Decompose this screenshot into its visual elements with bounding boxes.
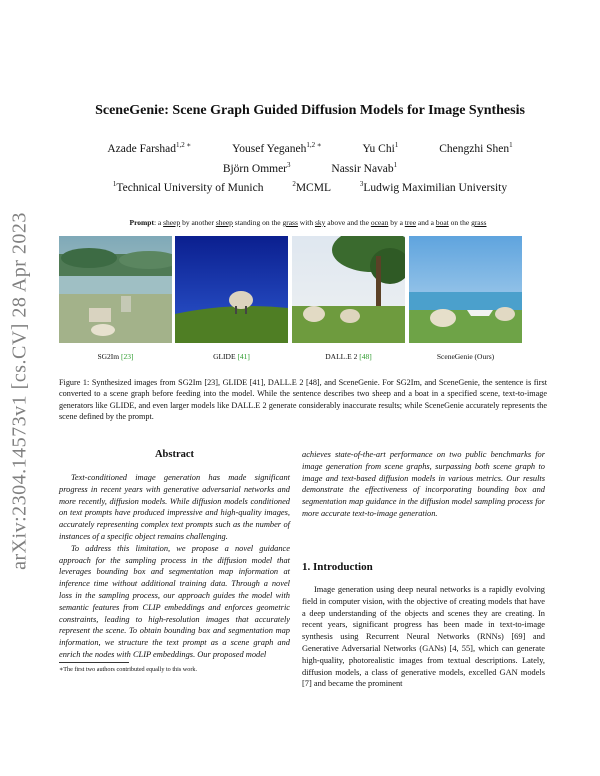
authors-line-2 [60,161,560,175]
figure-image-dalle2 [292,236,405,343]
prompt-fragment: standing on the [232,218,283,227]
affiliation: $^2$MCML [292,180,331,194]
figure-1-caption: Figure 1: Synthesized images from SG2Im [23], GLIDE [41], DALL.E 2 [48], and SceneGenie. For SG2Im, and SceneGenie, the sentence is first converted to a scene graph before feeding into the model. While the sentence describes two sheep and a boat in a specified scene, text-to-image generators like GLIDE, and even larger models like DALL.E 2 generate considerably inaccurate results; while SceneGenie accurately represents the scene defined by the prompt. [59,378,547,421]
author: Nassir Navab$^1$ [331,161,398,175]
figure-image-sg2im [59,236,172,343]
author: Chengzhi Shen$^1$ [439,141,513,155]
prompt-keyword: boat [435,218,449,227]
prompt-keyword: grass [471,218,487,227]
arxiv-sidebar [2,196,38,586]
abstract-left-column: Text-conditioned image generation has made significant progress in recent years with generative adversarial networks and more recently, diffusion models. While diffusion models conditioned on text prompts have produced impressive and high-quality images, accurately representing complex text prompts such as the number of instances of a specific object remains challenging. To address this limitation, we propose a novel guidance approach for the sampling process in the diffusion model that leverages bounding box and segmentation map information at inference time without additional training data. Through a novel loss in the sampling process, our approach guides the model with semantic features from CLIP embeddings and enforces geometric constraints, leading to high-resolution images that accurately represent the scene. To obtain bounding box and segmentation map information, we structure the text prompt as a scene graph and enrich the nodes with CLIP embeddings. Our proposed model [59,473,290,659]
footnote-rule [59,662,129,663]
prompt-fragment: : a [153,218,164,227]
author: Yousef Yeganeh$^{1,2 ∗}$ [232,141,322,155]
figure-prompt [58,218,558,227]
prompt-keyword: sky [315,218,326,227]
figure-caption-glide: GLIDE [41] [213,352,250,361]
abstract-heading: Abstract [154,449,195,460]
footnote: ∗The first two authors contributed equally to this work. [59,666,198,673]
introduction-text: Image generation using deep neural networks is a rapidly evolving field in computer vision, with the objective of creating models that have a deep understanding of the objects and scenes they are creating. In recent years, significant progress has been made in text-to-image synthesis using Recurrent Neural Networks (RNNs) [69] and Generative Adversarial Networks (GANs) [4, 55], which can generate high-quality, photorealistic images from textual descriptions. Lately, diffusion models, a class of generative models, excelled GAN models [7] and became the prominent [302,585,545,689]
author: Björn Ommer$^3$ [222,161,291,175]
prompt-fragment: on the [448,218,472,227]
author: Yu Chi$^1$ [362,141,399,155]
prompt-keyword: sheep [163,218,181,227]
prompt-fragment: and a [416,218,436,227]
arxiv-id: arXiv:2304.14573v1 [cs.CV] 28 Apr 2023 [8,212,31,570]
prompt-fragment: by another [180,218,216,227]
affiliation: $^3$Ludwig Maximilian University [359,180,508,194]
figure-caption-scenegenie: SceneGenie (Ours) [436,352,495,361]
authors-line-1 [60,141,560,155]
prompt-keyword: tree [404,218,417,227]
prompt-text [154,218,487,227]
affiliation: $^1$Technical University of Munich [112,180,264,194]
prompt-keyword: grass [282,218,298,227]
prompt-keyword: ocean [370,218,389,227]
prompt-keyword: sheep [215,218,233,227]
figure-image-glide [175,236,288,343]
paper-title: SceneGenie: Scene Graph Guided Diffusion Models for Image Synthesis [95,103,525,118]
figure-caption-sg2im: SG2Im [23] [97,352,134,361]
prompt-fragment: with [297,218,315,227]
author: Azade Farshad$^{1,2 ∗}$ [107,141,192,155]
introduction-heading: 1. Introduction [302,561,373,573]
prompt-fragment: by a [388,218,405,227]
prompt-fragment: above and the [325,218,371,227]
figure-image-scenegenie [409,236,522,343]
prompt-label: Prompt [129,218,154,227]
abstract-right-column: achieves state-of-the-art performance on two public benchmarks for image generation from scene graphs, surpassing both scene graph to image and text-based diffusion models in various metrics. Our results demonstrate the effectiveness of incorporating bounding box and segmentation map guidance in the diffusion model sampling process for more accurate text-to-image generation. [302,450,545,518]
affiliations [60,180,560,194]
figure-caption-dalle2: DALL.E 2 [48] [325,352,372,361]
